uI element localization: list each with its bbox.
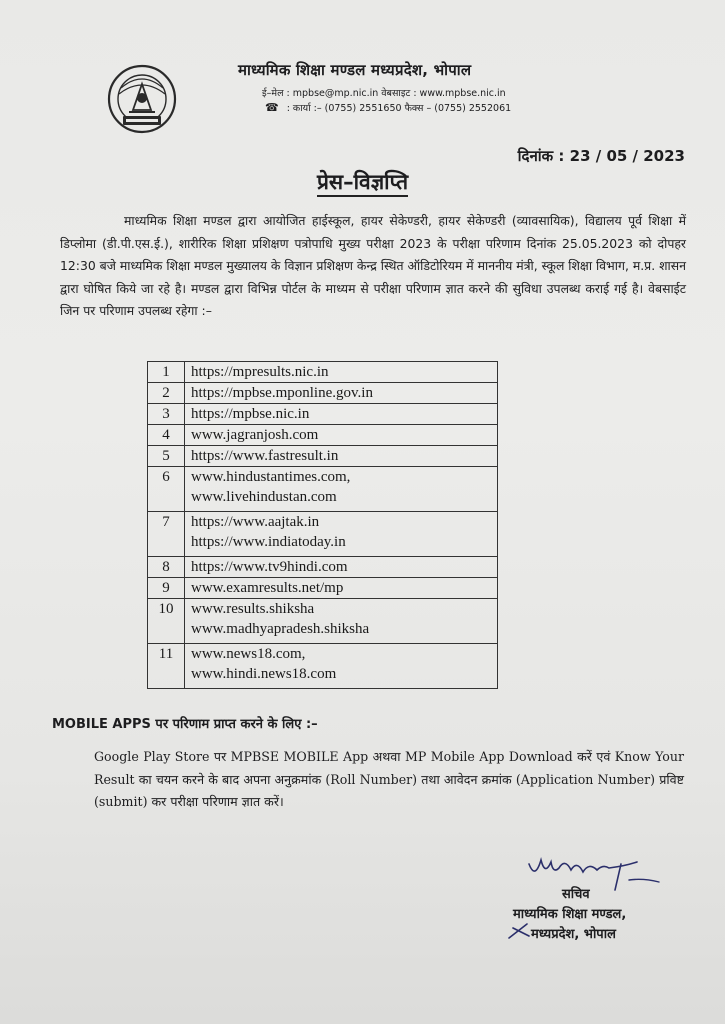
website-serial-number: 5: [148, 446, 185, 467]
website-row: [148, 362, 498, 383]
website-row: [148, 557, 498, 578]
website-serial-number: 2: [148, 383, 185, 404]
website-row: [148, 644, 498, 689]
pen-mark: [507, 922, 533, 942]
website-url: www.results.shiksha: [191, 601, 315, 617]
website-url-cell: [185, 578, 498, 599]
website-row: [148, 578, 498, 599]
telephone-icon: ☎: [265, 101, 279, 114]
handwritten-signature: [525, 850, 665, 892]
website-url-cell: [185, 383, 498, 404]
website-url-cell: [185, 512, 498, 557]
website-url-cell: [185, 467, 498, 512]
title-text: प्रेस–विज्ञप्ति: [317, 170, 408, 197]
contact-phone-text: : कार्या :– (0755) 2551650 फैक्स – (0755) 2552061: [286, 103, 512, 114]
website-url: www.news18.com,: [191, 646, 306, 662]
website-serial-number: 4: [148, 425, 185, 446]
website-url: https://www.tv9hindi.com: [191, 559, 348, 575]
website-row: [148, 404, 498, 425]
website-serial-number: 6: [148, 467, 185, 512]
website-url-cell: [185, 425, 498, 446]
website-row: [148, 425, 498, 446]
contact-phone-fax: [265, 101, 511, 114]
website-url-cell: [185, 599, 498, 644]
website-row: [148, 383, 498, 404]
website-url: https://www.fastresult.in: [191, 448, 339, 464]
website-url-secondary: www.madhyapradesh.shiksha: [191, 621, 370, 637]
website-url: www.examresults.net/mp: [191, 580, 344, 596]
document-date: दिनांक : 23 / 05 / 2023: [517, 147, 685, 165]
mobile-apps-heading: MOBILE APPS पर परिणाम प्राप्त करने के लिए :–: [52, 717, 318, 732]
website-url: https://www.aajtak.in: [191, 514, 320, 530]
websites-table: [147, 361, 498, 689]
website-serial-number: 1: [148, 362, 185, 383]
website-serial-number: 3: [148, 404, 185, 425]
contact-email-website: ई–मेल : mpbse@mp.nic.in वेबसाइट : www.mpbse.nic.in: [262, 88, 506, 99]
website-url-secondary: www.livehindustan.com: [191, 489, 337, 505]
website-row: [148, 446, 498, 467]
signatory-org-line1: माध्यमिक शिक्षा मण्डल,: [513, 907, 627, 922]
website-url: https://mpbse.nic.in: [191, 406, 310, 422]
website-url: www.hindustantimes.com,: [191, 469, 351, 485]
signatory-role: सचिव: [562, 887, 590, 902]
signatory-org-line2: मध्यप्रदेश, भोपाल: [531, 927, 616, 942]
website-serial-number: 11: [148, 644, 185, 689]
website-url-cell: [185, 404, 498, 425]
website-url-cell: [185, 644, 498, 689]
website-url-secondary: www.hindi.news18.com: [191, 666, 337, 682]
website-url-cell: [185, 446, 498, 467]
document-title: [0, 168, 725, 196]
board-seal-logo: [107, 64, 177, 134]
mobile-apps-paragraph: Google Play Store पर MPBSE MOBILE App अथवा MP Mobile App Download करें एवं Know Your Result का चयन करने के बाद अपना अनुक्रमांक (Roll Number) तथा आवेदन क्रमांक (Application Number) प्रविष्ट (submit) कर परीक्षा परिणाम ज्ञात करें।: [94, 749, 684, 809]
website-url-cell: [185, 557, 498, 578]
website-url-cell: [185, 362, 498, 383]
website-url: www.jagranjosh.com: [191, 427, 319, 443]
website-url: https://mpbse.mponline.gov.in: [191, 385, 373, 401]
organization-name: माध्यमिक शिक्षा मण्डल मध्यप्रदेश, भोपाल: [238, 61, 472, 79]
website-url: https://mpresults.nic.in: [191, 364, 329, 380]
website-serial-number: 7: [148, 512, 185, 557]
website-row: [148, 599, 498, 644]
website-serial-number: 8: [148, 557, 185, 578]
website-row: [148, 467, 498, 512]
intro-paragraph: माध्यमिक शिक्षा मण्डल द्वारा आयोजित हाईस्कूल, हायर सेकेण्डरी, हायर सेकेण्डरी (व्यावसायिक), विद्यालय पूर्व शिक्षा में डिप्लोमा (डी.पी.एस.ई.), शारीरिक शिक्षा प्रशिक्षण पत्रोपाधि मुख्य परीक्षा 2023 के परीक्षा परिणाम दिनांक 25.05.2023 को दोपहर 12:30 बजे माध्यमिक शिक्षा मण्डल मुख्यालय के विज्ञान प्रशिक्षण केन्द्र स्थित ऑडिटोरियम में माननीय मंत्री, स्कूल शिक्षा विभाग, म.प्र. शासन द्वारा घोषित किये जा रहे है। मण्डल द्वारा विभिन्न पोर्टल के माध्यम से परीक्षा परिणाम ज्ञात करने की सुविधा उपलब्ध कराई गई है। वेबसाईट जिन पर परिणाम उपलब्ध रहेगा :–: [60, 213, 686, 319]
website-serial-number: 9: [148, 578, 185, 599]
website-url-secondary: https://www.indiatoday.in: [191, 534, 346, 550]
website-row: [148, 512, 498, 557]
website-serial-number: 10: [148, 599, 185, 644]
